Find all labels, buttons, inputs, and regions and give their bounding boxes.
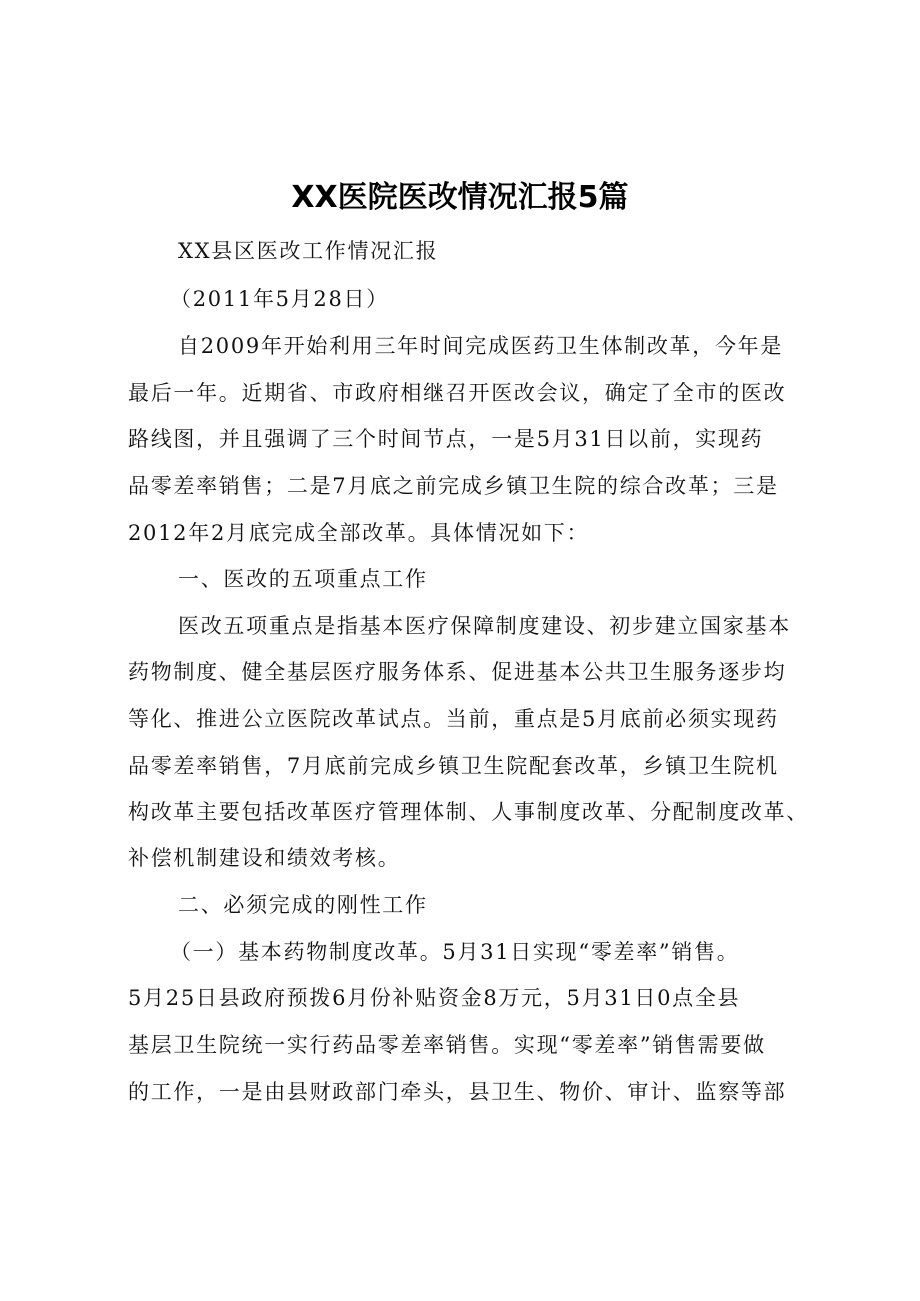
paragraph-line: 基层卫生院统一实行药品零差率销售。实现“零差率”销售需要做	[128, 1033, 766, 1057]
paragraph-line: 补偿机制建设和绩效考核。	[128, 846, 401, 870]
paragraph-line: 品零差率销售，7月底前完成乡镇卫生院配套改革，乡镇卫生院机	[128, 754, 779, 778]
section-heading-1: 一、医改的五项重点工作	[178, 567, 428, 591]
paragraph-line: 构改革主要包括改革医疗管理体制、人事制度改革、分配制度改革、	[128, 800, 809, 824]
paragraph-line: 医改五项重点是指基本医疗保障制度建设、初步建立国家基本	[178, 614, 791, 638]
subtitle-line: XX县区医改工作情况汇报	[178, 239, 439, 263]
section-heading-2: 二、必须完成的刚性工作	[178, 893, 428, 917]
paragraph-line: 5月25日县政府预拨6月份补贴资金8万元，5月31日0点全县	[128, 986, 741, 1010]
paragraph-line: （一）基本药物制度改革。5月31日实现“零差率”销售。	[170, 940, 740, 964]
paragraph-line: 路线图，并且强调了三个时间节点，一是5月31日以前，实现药	[128, 427, 764, 451]
paragraph-line: 品零差率销售；二是7月底之前完成乡镇卫生院的综合改革；三是	[128, 474, 779, 498]
document-title: XX医院医改情况汇报5篇	[291, 180, 629, 215]
paragraph-line: 最后一年。近期省、市政府相继召开医改会议，确定了全市的医改	[128, 381, 787, 405]
paragraph-line: 自2009年开始利用三年时间完成医药卫生体制改革，今年是	[178, 334, 784, 358]
paragraph-line: 药物制度、健全基层医疗服务体系、促进基本公共卫生服务逐步均	[128, 660, 787, 684]
date-line: （2011年5月28日）	[170, 287, 389, 311]
paragraph-line: 2012年2月底完成全部改革。具体情况如下：	[128, 521, 590, 545]
paragraph-line: 的工作，一是由县财政部门牵头，县卫生、物价、审计、监察等部	[128, 1080, 787, 1104]
paragraph-line: 等化、推进公立医院改革试点。当前，重点是5月底前必须实现药	[128, 707, 779, 731]
